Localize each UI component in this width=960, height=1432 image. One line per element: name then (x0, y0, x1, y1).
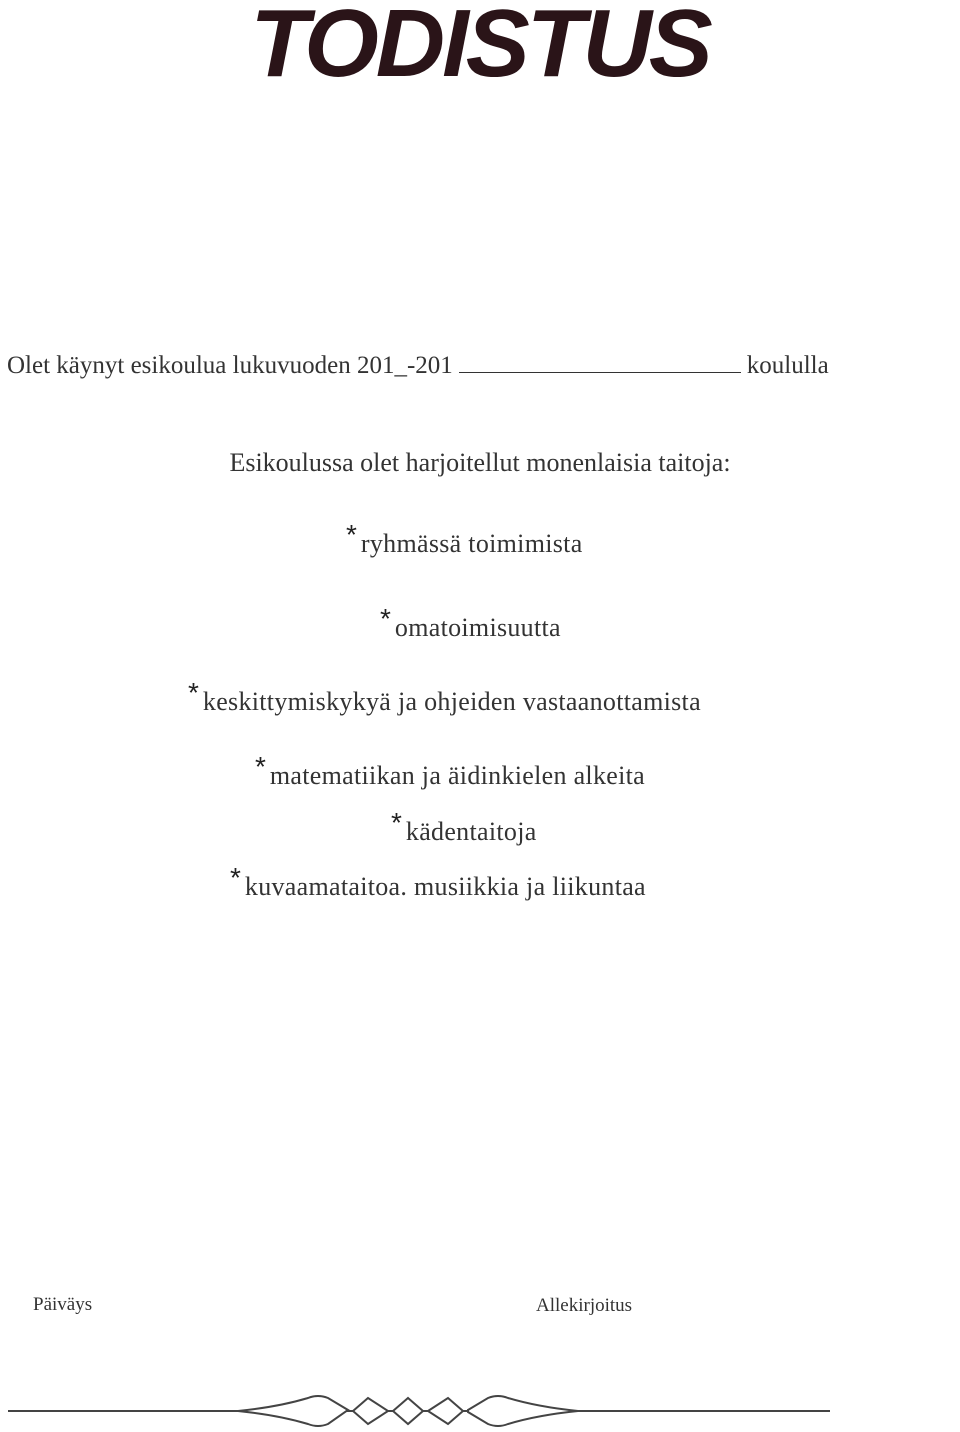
asterisk-bullet: * (380, 603, 391, 634)
asterisk-bullet: * (230, 862, 241, 893)
asterisk-bullet: * (188, 677, 199, 708)
skill-text: kuvaamataitoa. musiikkia ja liikuntaa (244, 872, 646, 901)
skill-item (380, 603, 561, 643)
skill-item (230, 862, 646, 902)
decorative-divider-ornament (8, 1388, 830, 1432)
skill-item (188, 677, 701, 717)
skill-item (391, 807, 537, 847)
asterisk-bullet: * (255, 751, 266, 782)
certificate-title: TODISTUS (250, 0, 710, 97)
skill-text: ryhmässä toimimista (360, 529, 583, 558)
skill-text: omatoimisuutta (394, 613, 561, 642)
school-name-blank (459, 350, 741, 373)
skill-item (346, 519, 583, 559)
date-label: Päiväys (33, 1294, 93, 1315)
asterisk-bullet: * (391, 807, 402, 838)
skill-text: matematiikan ja äidinkielen alkeita (269, 761, 645, 790)
asterisk-bullet: * (346, 519, 357, 550)
skill-text: kädentaitoja (405, 817, 537, 846)
skill-item (255, 751, 645, 791)
signature-label: Allekirjoitus (536, 1295, 633, 1316)
skills-lead: Esikoulussa olet harjoitellut monenlaisia taitoja: (229, 448, 731, 477)
intro-suffix: koululla (746, 352, 829, 379)
skill-text: keskittymiskykyä ja ohjeiden vastaanottamista (202, 687, 701, 716)
intro-prefix: Olet käynyt esikoulua lukuvuoden 201_-201 (7, 352, 453, 379)
intro-sentence (7, 350, 829, 381)
